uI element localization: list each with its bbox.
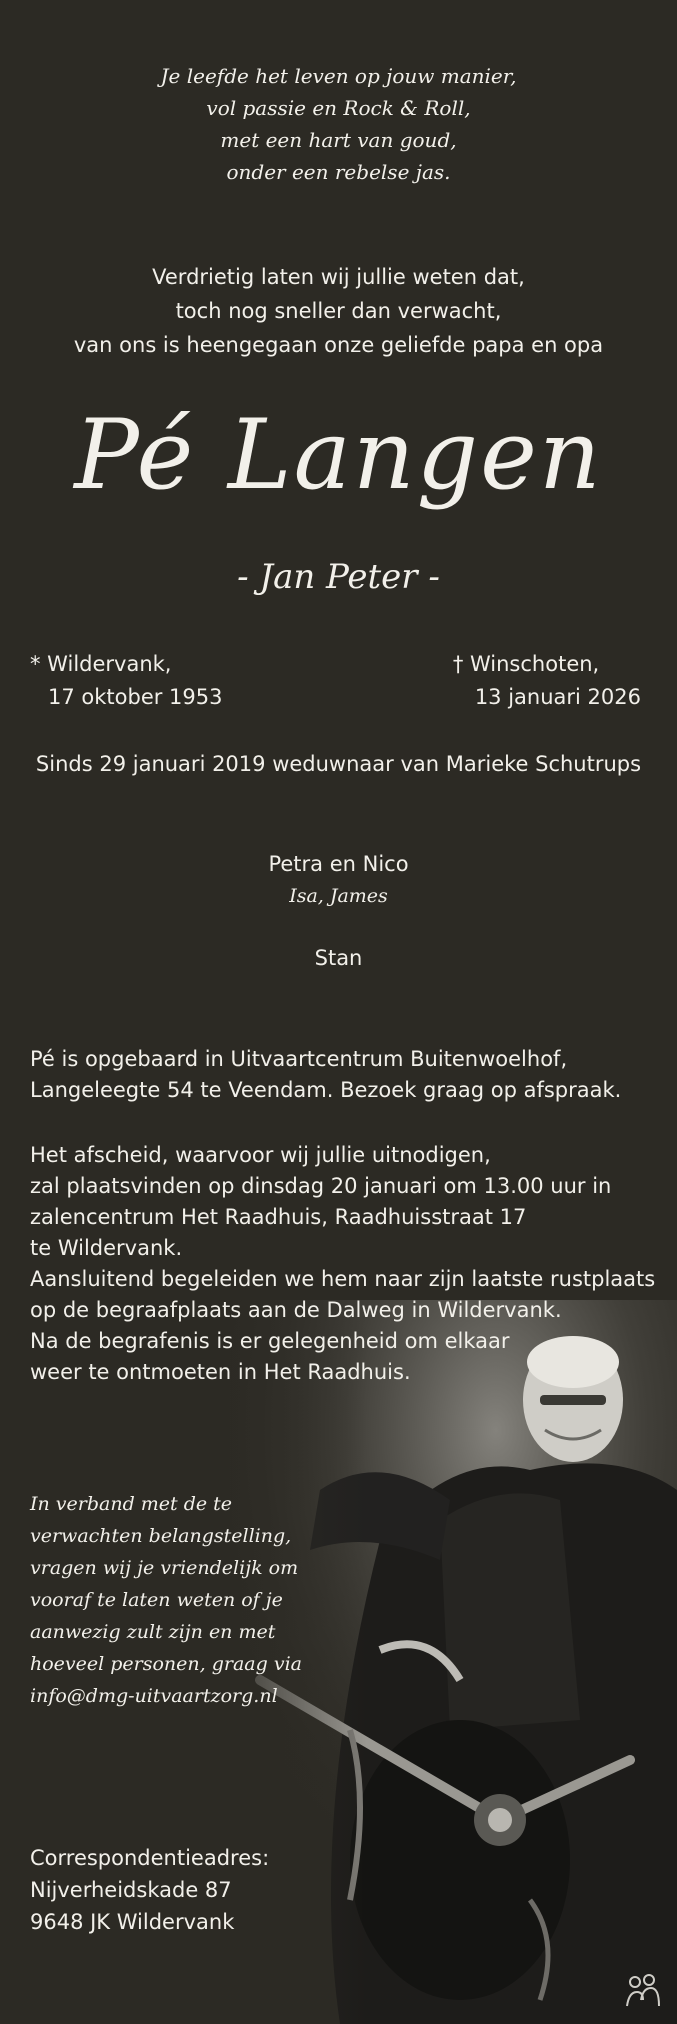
grandchildren-names: Isa, James — [289, 885, 388, 907]
birth-place: * Wildervank, — [30, 652, 172, 676]
farewell-line: zal plaatsvinden op dinsdag 20 januari om 13.00 uur in — [30, 1174, 612, 1198]
rsvp-line: vooraf te laten weten of je — [30, 1589, 283, 1611]
intro-line: Verdrietig laten wij jullie weten dat, — [152, 265, 525, 289]
deceased-nickname: - Jan Peter - — [237, 557, 440, 597]
viewing-info — [30, 1044, 621, 1106]
correspondence-address — [30, 1842, 269, 1938]
deceased-name: Pé Langen — [74, 399, 603, 511]
birth-info — [30, 648, 223, 714]
rsvp-line: In verband met de te — [30, 1493, 233, 1515]
rsvp-line: aanwezig zult zijn en met — [30, 1621, 276, 1643]
poem — [0, 60, 677, 188]
rsvp-request — [30, 1488, 302, 1712]
rsvp-line: vragen wij je vriendelijk om — [30, 1557, 299, 1579]
address-label: Correspondentieadres: — [30, 1846, 270, 1870]
rsvp-email: info@dmg-uitvaartzorg.nl — [30, 1685, 278, 1707]
address-street: Nijverheidskade 87 — [30, 1878, 232, 1902]
poem-line: onder een rebelse jas. — [226, 160, 451, 184]
family-logo-icon — [623, 1970, 663, 2010]
widower-line: Sinds 29 januari 2019 weduwnaar van Marieke Schutrups — [35, 752, 642, 776]
farewell-line: Na de begrafenis is er gelegenheid om elkaar — [30, 1329, 510, 1353]
announcement-intro — [0, 260, 677, 362]
poem-line: Je leefde het leven op jouw manier, — [160, 64, 517, 88]
family-names — [0, 848, 677, 974]
family-member-stan: Stan — [314, 946, 363, 970]
intro-line: toch nog sneller dan verwacht, — [175, 299, 502, 323]
viewing-line: Langeleegte 54 te Veendam. Bezoek graag op afspraak. — [30, 1078, 622, 1102]
farewell-line: Aansluitend begeleiden we hem naar zijn laatste rustplaats — [30, 1267, 656, 1291]
farewell-line: op de begraafplaats aan de Dalweg in Wildervank. — [30, 1298, 562, 1322]
death-info — [453, 648, 641, 714]
death-date: 13 januari 2026 — [474, 685, 641, 709]
poem-line: vol passie en Rock & Roll, — [206, 96, 471, 120]
death-place: † Winschoten, — [452, 652, 600, 676]
farewell-line: zalencentrum Het Raadhuis, Raadhuisstraat 17 — [30, 1205, 527, 1229]
rsvp-line: verwachten belangstelling, — [30, 1525, 292, 1547]
viewing-line: Pé is opgebaard in Uitvaartcentrum Buitenwoelhof, — [30, 1047, 568, 1071]
farewell-line: weer te ontmoeten in Het Raadhuis. — [30, 1360, 411, 1384]
intro-line: van ons is heengegaan onze geliefde papa en opa — [73, 333, 604, 357]
farewell-line: Het afscheid, waarvoor wij jullie uitnodigen, — [30, 1143, 491, 1167]
rsvp-line: hoeveel personen, graag via — [30, 1653, 302, 1675]
farewell-info — [30, 1140, 655, 1388]
birth-date: 17 oktober 1953 — [48, 685, 223, 709]
address-city: 9648 JK Wildervank — [30, 1910, 235, 1934]
farewell-line: te Wildervank. — [30, 1236, 183, 1260]
poem-line: met een hart van goud, — [220, 128, 457, 152]
children-names: Petra en Nico — [268, 852, 409, 876]
